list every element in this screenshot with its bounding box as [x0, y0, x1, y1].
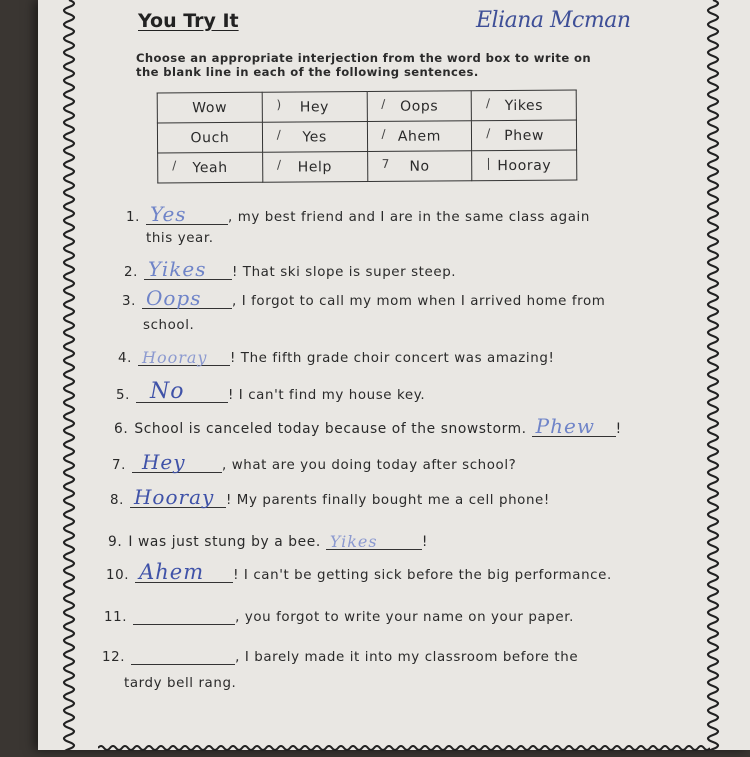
- checkmark-icon: ): [276, 97, 282, 112]
- question-4: 4. Hooray ! The fifth grade choir concert was amazing!: [118, 348, 555, 367]
- word-box-cell: / Help: [262, 151, 367, 182]
- checkmark-icon: 7: [381, 156, 390, 171]
- wavy-border-icon: [98, 743, 710, 753]
- answer-blank[interactable]: Yes: [146, 208, 228, 225]
- checkmark-icon: |: [486, 156, 492, 171]
- answer-blank[interactable]: Yikes: [326, 533, 422, 550]
- word-box-cell: / Phew: [472, 120, 577, 151]
- word-box-cell: Ouch: [157, 122, 262, 153]
- instructions-text: Choose an appropriate interjection from the word box to write on the blank line in each of the following sentences.: [136, 51, 592, 79]
- wavy-border-icon: [56, 0, 82, 750]
- answer-blank[interactable]: Hooray: [130, 491, 226, 508]
- question-10: 10. Ahem ! I can't be getting sick before the big performance.: [106, 560, 612, 584]
- question-11: 11. , you forgot to write your name on your paper.: [104, 610, 574, 625]
- question-2: 2. Yikes ! That ski slope is super steep.: [124, 257, 457, 281]
- word-box-cell: / Oops: [367, 91, 472, 122]
- question-7: 7. Hey , what are you doing today after school?: [112, 450, 517, 474]
- checkmark-icon: /: [486, 126, 491, 141]
- answer-blank[interactable]: Phew: [532, 420, 616, 437]
- worksheet-title: You Try It: [138, 10, 239, 32]
- word-box-row: [157, 120, 576, 153]
- word-box-cell: / Yeah: [158, 152, 263, 183]
- question-12: 12. , I barely made it into my classroom before the: [102, 650, 579, 665]
- checkmark-icon: /: [276, 157, 282, 172]
- question-3: 3. Oops , I forgot to call my mom when I arrived home from: [122, 286, 606, 310]
- answer-blank[interactable]: Hooray: [138, 349, 230, 366]
- word-box-cell: / Yikes: [471, 90, 576, 121]
- word-box-cell: | Hooray: [472, 150, 577, 181]
- question-3-continuation: school.: [143, 318, 195, 333]
- answer-blank[interactable]: No: [136, 386, 228, 403]
- word-box-row: [158, 150, 577, 183]
- question-6: 6. School is canceled today because of the snowstorm. Phew !: [114, 414, 622, 438]
- answer-blank[interactable]: [131, 648, 235, 665]
- left-wavy-border: [56, 0, 82, 750]
- bottom-wavy-border: [98, 738, 710, 748]
- question-8: 8. Hooray ! My parents finally bought me a cell phone!: [110, 485, 550, 509]
- question-12-continuation: tardy bell rang.: [124, 676, 237, 691]
- question-9: 9. I was just stung by a bee. Yikes !: [108, 532, 428, 551]
- word-box-cell: / Ahem: [367, 121, 472, 152]
- answer-blank[interactable]: Oops: [142, 292, 232, 309]
- word-box-cell: 7 No: [367, 151, 472, 182]
- answer-blank[interactable]: Yikes: [144, 263, 232, 280]
- answer-blank[interactable]: Ahem: [135, 566, 233, 583]
- question-5: 5. No ! I can't find my house key.: [116, 379, 426, 404]
- right-wavy-border: [700, 0, 726, 750]
- checkmark-icon: /: [381, 96, 386, 111]
- wavy-border-icon: [700, 0, 726, 750]
- checkmark-icon: /: [485, 96, 491, 111]
- answer-blank[interactable]: Hey: [132, 456, 222, 473]
- checkmark-icon: /: [381, 126, 387, 141]
- word-box-row: [157, 90, 576, 123]
- question-1: 1. Yes , my best friend and I are in the same class again: [126, 202, 590, 226]
- checkmark-icon: /: [172, 158, 177, 173]
- question-1-continuation: this year.: [146, 231, 214, 246]
- checkmark-icon: /: [276, 127, 282, 142]
- student-name-handwritten: Eliana Mcman: [476, 8, 631, 33]
- word-box-table: [157, 90, 578, 184]
- word-box-cell: / Yes: [262, 122, 367, 153]
- answer-blank[interactable]: [133, 608, 235, 625]
- word-box-cell: Wow: [157, 92, 262, 123]
- word-box-cell: ) Hey: [262, 92, 367, 123]
